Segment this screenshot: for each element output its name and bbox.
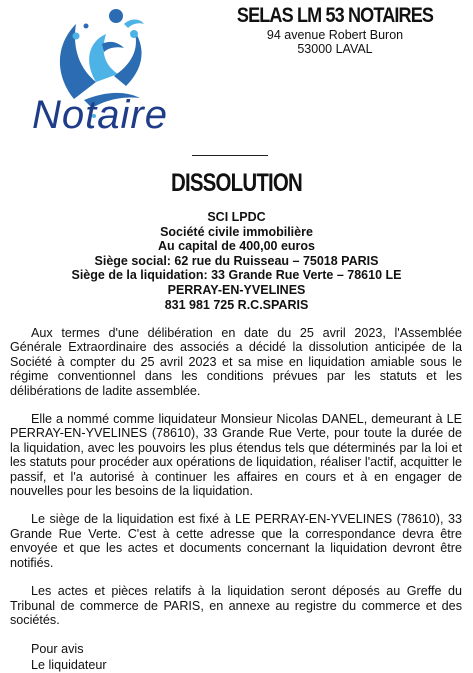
office-address-city: 53000 LAVAL: [297, 42, 373, 56]
office-header: [200, 4, 470, 56]
notice-title: DISSOLUTION: [170, 169, 303, 197]
office-address-street: 94 avenue Robert Buron: [266, 28, 404, 42]
paragraph-deliberation: Aux termes d'une délibération en date du 25 avril 2023, l'Assemblée Générale Extraordinaire des associés a décidé la dissolution anticipée de la Société à compter du 25 avril 2023 et sa mise en liquidation amiable sous le régime conventionnel dans les conditions prévues par les statuts et les délibérations de ladite assemblée.: [10, 326, 462, 398]
notaire-logo: [14, 4, 186, 144]
paragraph-liquidator: Elle a nommé comme liquidateur Monsieur Nicolas DANEL, demeurant à LE PERRAY-EN-YVELINES (78610), 33 Grande Rue Verte, pour toute la durée de la liquidation, avec les pouvoirs les plus étendus tels que déterminés par la loi et les statuts pour procéder aux opérations de liquidation, réaliser l'actif, acquitter le passif, et l'a autorisé à continuer les affaires en cours et à en engager de nouvelles pour les besoins de la liquidation.: [10, 412, 462, 499]
separator-rule: [192, 155, 268, 156]
closing-signatory: Le liquidateur: [31, 658, 107, 673]
notaire-emblem-icon: [14, 4, 186, 144]
office-name: SELAS LM 53 NOTAIRES: [236, 4, 434, 27]
notice-body: [10, 326, 462, 673]
closing: [31, 641, 462, 673]
company-type: Société civile immobilière: [160, 224, 313, 239]
company-liquidation-seat: Siège de la liquidation: 33 Grande Rue Verte – 78610 LE: [71, 268, 402, 283]
notaire-wordmark: Notaire: [32, 93, 168, 137]
paragraph-filing: Les actes et pièces relatifs à la liquidation seront déposés au Greffe du Tribunal de commerce de PARIS, en annexe au registre du commerce et des sociétés.: [10, 584, 462, 627]
company-seat: Siège social: 62 rue du Ruisseau – 75018 PARIS: [94, 253, 379, 268]
paragraph-seat: Le siège de la liquidation est fixé à LE PERRAY-EN-YVELINES (78610), 33 Grande Rue Verte. C'est à cette adresse que la correspondance devra être envoyée et que les actes et documents concernant la liquidation devront être notifiés.: [10, 512, 462, 570]
company-name: SCI LPDC: [207, 210, 266, 224]
closing-pour-avis: Pour avis: [31, 642, 84, 657]
company-capital: Au capital de 400,00 euros: [157, 239, 315, 254]
company-liquidation-seat-city: PERRAY-EN-YVELINES: [167, 282, 306, 297]
company-rcs: 831 981 725 R.C.SPARIS: [164, 297, 309, 312]
company-details: [60, 210, 413, 312]
